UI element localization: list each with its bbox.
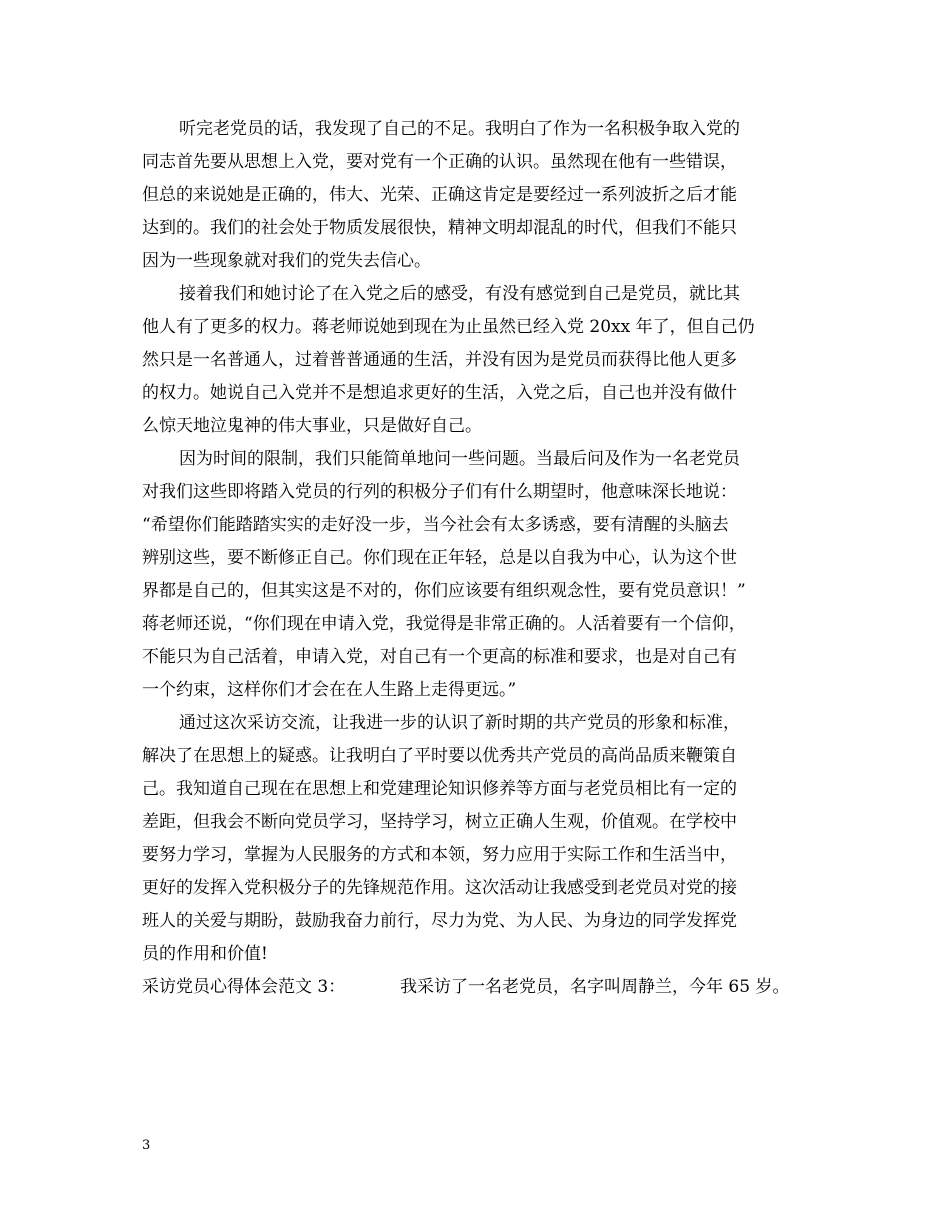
section-line	[142, 971, 832, 1004]
text-line: 不能只为自己活着，申请入党，对自己有一个更高的标准和要求，也是对自己有	[142, 647, 737, 667]
text-line: 解决了在思想上的疑惑。让我明白了平时要以优秀共产党员的高尚品质来鞭策自	[142, 746, 737, 766]
section-first-sentence: 我采访了一名老党员，名字叫周静兰，今年 65 岁。	[400, 977, 790, 997]
text-line: 界都是自己的，但其实这是不对的，你们应该要有组织观念性，要有党员意识！”	[142, 581, 746, 601]
text-line: “希望你们能踏踏实实的走好没一步，当今社会有太多诱惑，要有清醒的头脑去	[142, 515, 729, 535]
text-line: 听完老党员的话，我发现了自己的不足。我明白了作为一名积极争取入党的	[179, 119, 740, 139]
text-line: 对我们这些即将踏入党员的行列的积极分子们有什么期望时，他意味深长地说：	[142, 482, 737, 502]
text-line: 员的作用和价值!	[142, 944, 268, 964]
text-line: 的权力。她说自己入党并不是想追求更好的生活，入党之后，自己也并没有做什	[142, 383, 737, 403]
text-line: 更好的发挥入党积极分子的先锋规范作用。这次活动让我感受到老党员对党的接	[142, 878, 737, 898]
text-line: 但总的来说她是正确的，伟大、光荣、正确这肯定是要经过一系列波折之后才能	[142, 185, 737, 205]
text-line: 然只是一名普通人，过着普普通通的生活，并没有因为是党员而获得比他人更多	[142, 350, 737, 370]
page-number: 3	[142, 1138, 151, 1153]
paragraph-2	[142, 278, 832, 443]
text-line: 班人的关爱与期盼，鼓励我奋力前行，尽力为党、为人民、为身边的同学发挥党	[142, 911, 737, 931]
text-line: 接着我们和她讨论了在入党之后的感受，有没有感觉到自己是党员，就比其	[179, 284, 740, 304]
text-line: 通过这次采访交流，让我进一步的认识了新时期的共产党员的形象和标准，	[179, 713, 740, 733]
text-line: 因为一些现象就对我们的党失去信心。	[142, 251, 431, 271]
text-line: 蒋老师还说，“你们现在申请入党，我觉得是非常正确的。人活着要有一个信仰，	[142, 614, 746, 634]
text-line: 因为时间的限制，我们只能简单地问一些问题。当最后问及作为一名老党员	[179, 449, 740, 469]
text-line: 达到的。我们的社会处于物质发展很快，精神文明却混乱的时代，但我们不能只	[142, 218, 737, 238]
text-line: 差距，但我会不断向党员学习，坚持学习，树立正确人生观，价值观。在学校中	[142, 812, 737, 832]
text-line: 辨别这些，要不断修正自己。你们现在正年轻，总是以自我为中心，认为这个世	[142, 548, 737, 568]
text-line: 己。我知道自己现在在思想上和党建理论知识修养等方面与老党员相比有一定的	[142, 779, 737, 799]
text-line: 他人有了更多的权力。蒋老师说她到现在为止虽然已经入党 20xx 年了，但自己仍	[142, 317, 755, 337]
text-line: 要努力学习，掌握为人民服务的方式和本领，努力应用于实际工作和生活当中，	[142, 845, 737, 865]
text-line: 同志首先要从思想上入党，要对党有一个正确的认识。虽然现在他有一些错误，	[142, 152, 737, 172]
paragraph-4	[142, 707, 832, 971]
document-body	[142, 113, 832, 1004]
text-line: 么惊天地泣鬼神的伟大事业，只是做好自己。	[142, 416, 482, 436]
paragraph-3	[142, 443, 832, 707]
text-line: 一个约束，这样你们才会在在人生路上走得更远。”	[142, 680, 517, 700]
section-heading: 采访党员心得体会范文 3：	[142, 977, 346, 997]
paragraph-1	[142, 113, 832, 278]
